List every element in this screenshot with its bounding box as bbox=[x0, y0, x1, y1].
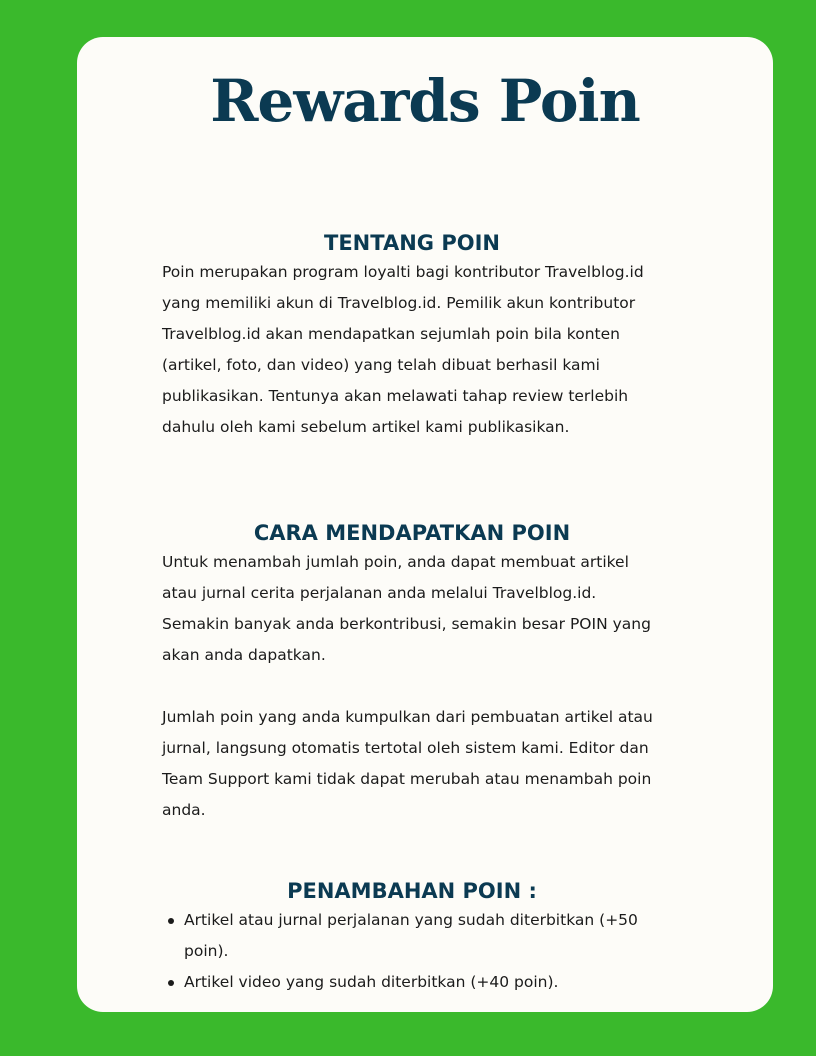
section-cara-mendapatkan-poin bbox=[162, 519, 662, 826]
content-card bbox=[77, 37, 773, 1012]
section-heading: PENAMBAHAN POIN : bbox=[287, 879, 537, 903]
section-paragraph: Untuk menambah jumlah poin, anda dapat membuat artikel atau jurnal cerita perjalanan anda melalui Travelblog.id. Semakin banyak anda berkontribusi, semakin besar POIN yang akan anda dapatkan. bbox=[162, 553, 651, 664]
page-title: Rewards Poin bbox=[210, 67, 640, 135]
section-tentang-poin bbox=[162, 229, 662, 443]
bullet-icon bbox=[168, 918, 174, 924]
section-paragraph: Poin merupakan program loyalti bagi kontributor Travelblog.id yang memiliki akun di Travelblog.id. Pemilik akun kontributor Travelblog.id akan mendapatkan sejumlah poin bila konten (artikel, foto, dan video) yang telah dibuat berhasil kami publikasikan. Tentunya akan melawati tahap review terlebih dahulu oleh kami sebelum artikel kami publikasikan. bbox=[162, 263, 644, 436]
section-heading: CARA MENDAPATKAN POIN bbox=[253, 521, 571, 545]
section-paragraph: Jumlah poin yang anda kumpulkan dari pembuatan artikel atau jurnal, langsung otomatis tertotal oleh sistem kami. Editor dan Team Support kami tidak dapat merubah atau menambah poin anda. bbox=[162, 708, 653, 819]
list-item-text: Artikel video yang sudah diterbitkan (+40 poin). bbox=[184, 973, 559, 991]
list-item bbox=[162, 967, 662, 998]
bullet-list bbox=[162, 905, 662, 998]
bullet-icon bbox=[168, 980, 174, 986]
section-heading: TENTANG POIN bbox=[324, 231, 500, 255]
list-item-text: Artikel atau jurnal perjalanan yang sudah diterbitkan (+50 poin). bbox=[184, 911, 638, 960]
section-penambahan-poin bbox=[162, 877, 662, 998]
list-item bbox=[162, 905, 662, 967]
